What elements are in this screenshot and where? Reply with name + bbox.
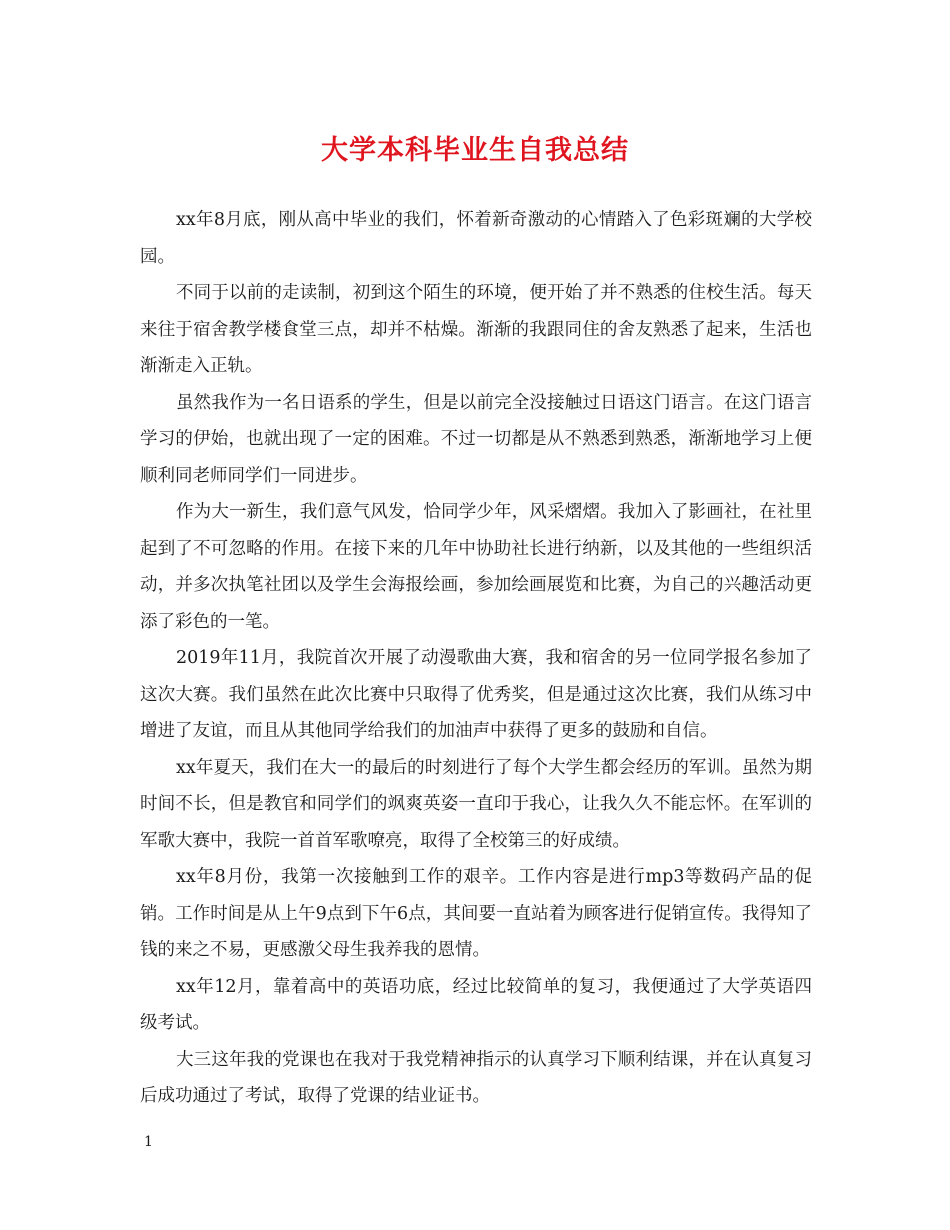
paragraph-7: xx年8月份，我第一次接触到工作的艰辛。工作内容是进行mp3等数码产品的促销。工作时间是从上午9点到下午6点，其间要一直站着为顾客进行促销宣传。我得知了钱的来之不易，更感激父母生我养我的恩情。: [140, 867, 812, 960]
paragraph-8: xx年12月，靠着高中的英语功底，经过比较简单的复习，我便通过了大学英语四级考试。: [140, 976, 812, 1033]
paragraph-6: xx年夏天，我们在大一的最后的时刻进行了每个大学生都会经历的军训。虽然为期时间不长，但是教官和同学们的飒爽英姿一直印于我心，让我久久不能忘怀。在军训的军歌大赛中，我院一首首军歌嘹亮，取得了全校第三的好成绩。: [140, 757, 812, 851]
paragraph-2: 不同于以前的走读制，初到这个陌生的环境，便开始了并不熟悉的住校生活。每天来往于宿舍教学楼食堂三点，却并不枯燥。渐渐的我跟同住的舍友熟悉了起来，生活也渐渐走入正轨。: [140, 283, 812, 376]
paragraph-3: 虽然我作为一名日语系的学生，但是以前完全没接触过日语这门语言。在这门语言学习的伊始，也就出现了一定的困难。不过一切都是从不熟悉到熟悉，渐渐地学习上便顺利同老师同学们一同进步。: [140, 392, 812, 486]
paragraph-5: 2019年11月，我院首次开展了动漫歌曲大赛，我和宿舍的另一位同学报名参加了这次大赛。我们虽然在此次比赛中只取得了优秀奖，但是通过这次比赛，我们从练习中增进了友谊，而且从其他同学给我们的加油声中获得了更多的鼓励和自信。: [140, 648, 812, 741]
paragraph-9: 大三这年我的党课也在我对于我党精神指示的认真学习下顺利结课，并在认真复习后成功通过了考试，取得了党课的结业证书。: [140, 1049, 812, 1106]
document-title: 大学本科毕业生自我总结: [321, 135, 629, 166]
paragraph-1: xx年8月底，刚从高中毕业的我们，怀着新奇激动的心情踏入了色彩斑斓的大学校园。: [140, 210, 812, 267]
document-body: [140, 202, 812, 1115]
page-number: 1: [144, 1134, 153, 1150]
paragraph-4: 作为大一新生，我们意气风发，恰同学少年，风采熠熠。我加入了影画社，在社里起到了不可忽略的作用。在接下来的几年中协助社长进行纳新，以及其他的一些组织活动，并多次执笔社团以及学生会海报绘画，参加绘画展览和比赛，为自己的兴趣活动更添了彩色的一笔。: [140, 502, 812, 632]
